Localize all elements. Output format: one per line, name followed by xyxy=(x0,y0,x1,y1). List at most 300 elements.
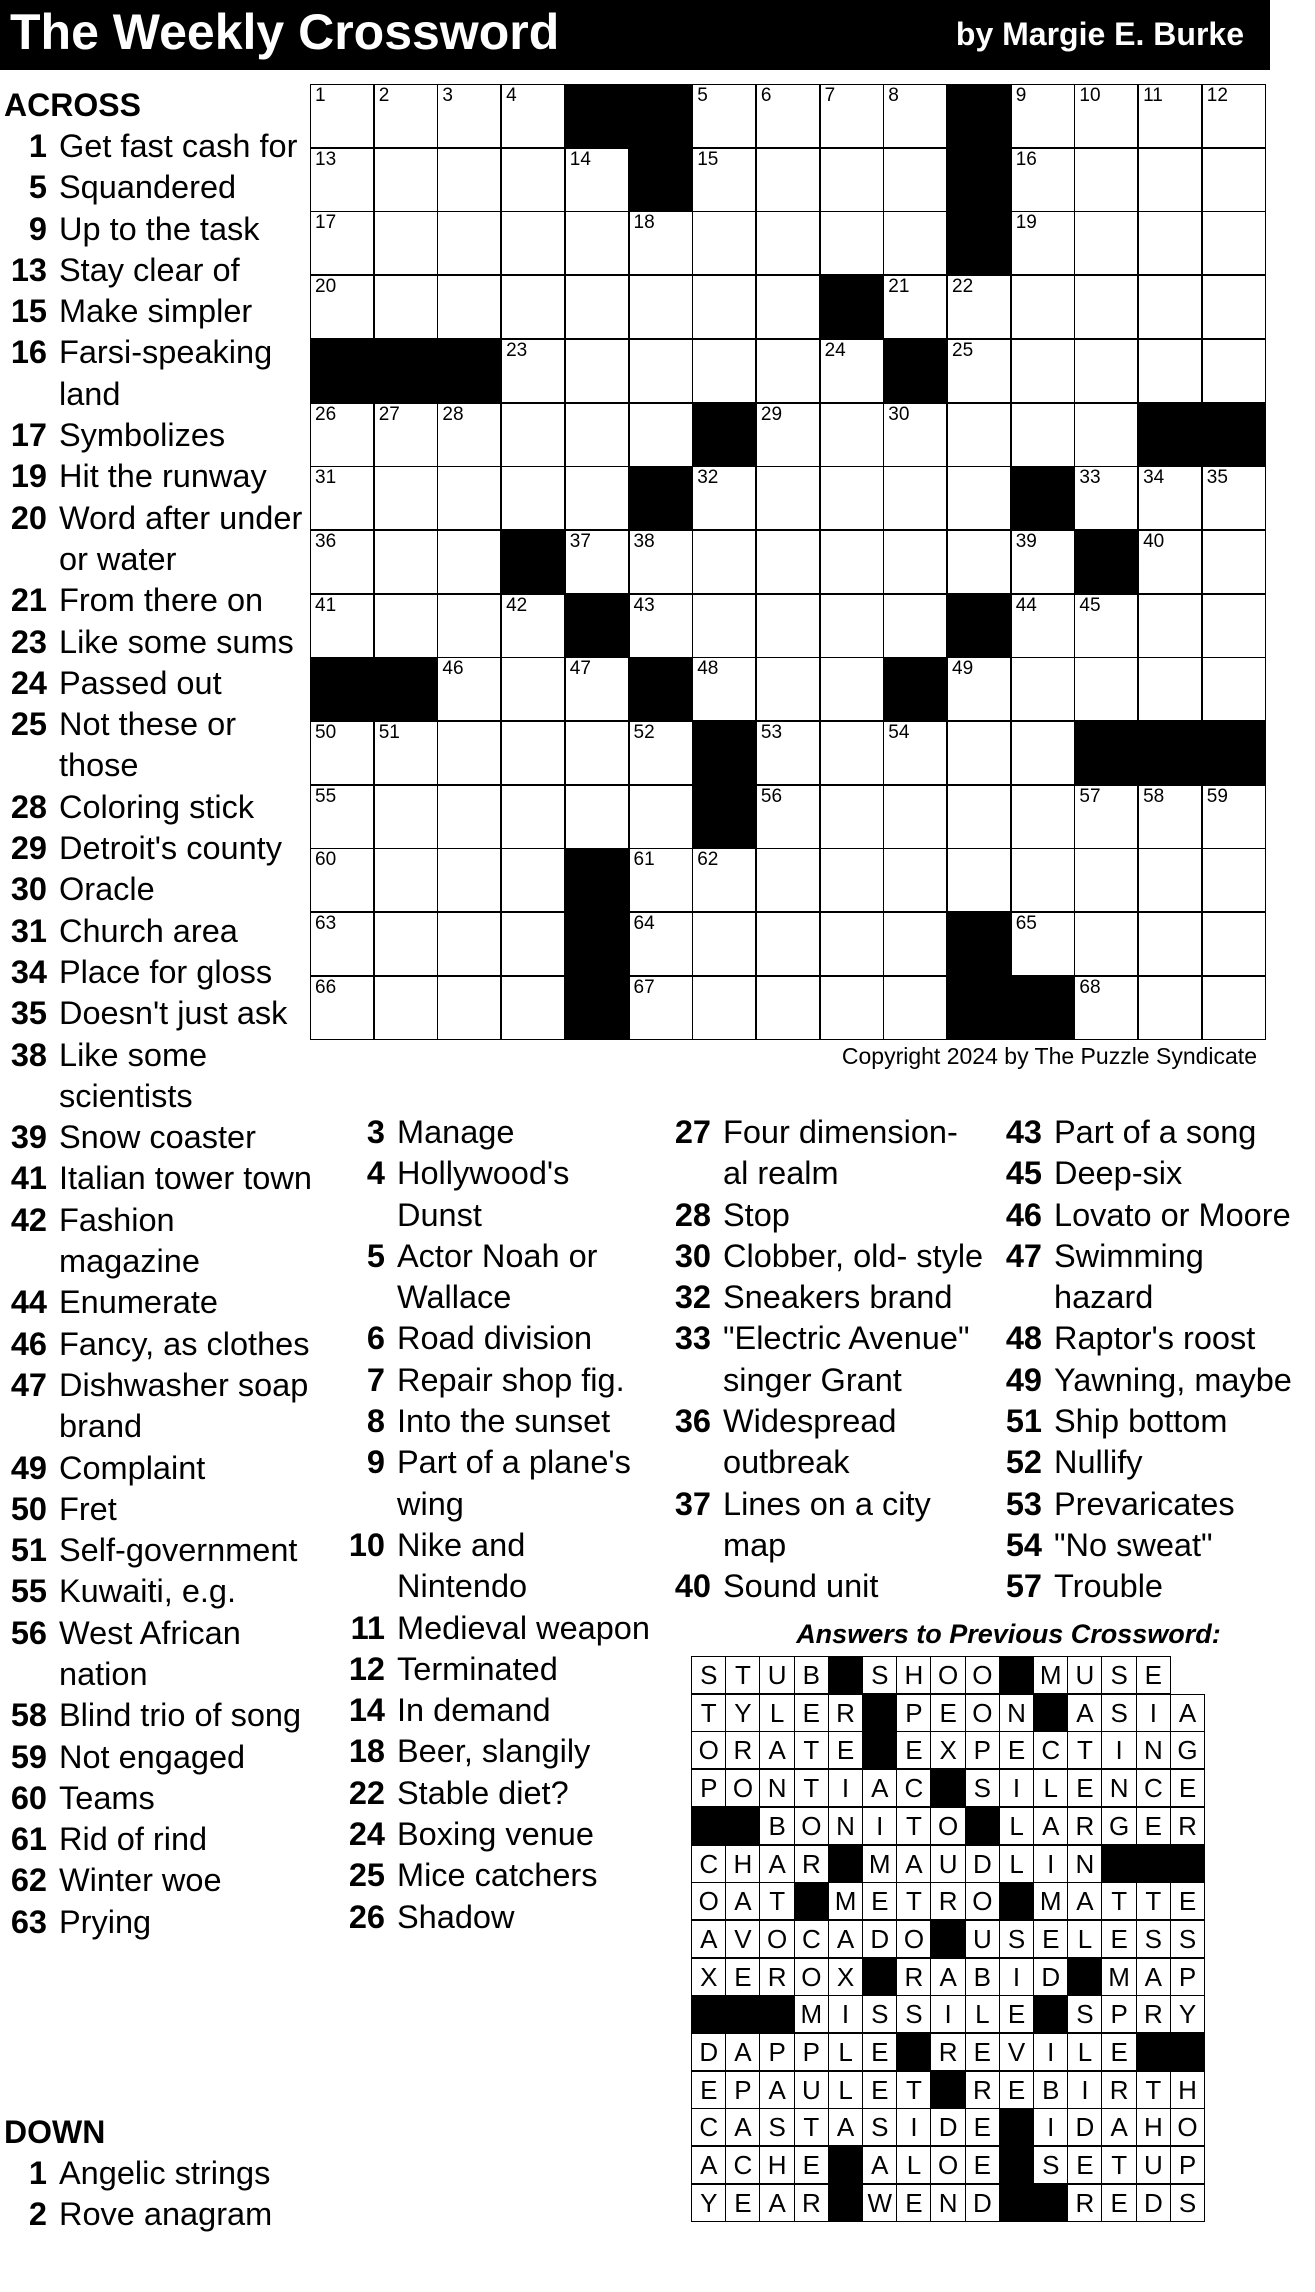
grid-cell xyxy=(1074,594,1138,658)
clue-text: Repair shop fig. xyxy=(397,1361,625,1398)
clue-across-30 xyxy=(4,869,314,910)
clue-across-56 xyxy=(4,1613,314,1696)
clue-number: 12 xyxy=(348,1650,385,1687)
clue-text: Like some sums xyxy=(59,623,294,660)
answer-cell: R xyxy=(759,1958,795,1996)
answer-cell: L xyxy=(759,1694,795,1732)
cell-number: 20 xyxy=(315,276,337,298)
clue-down-10 xyxy=(342,1525,662,1608)
cell-number: 50 xyxy=(315,722,337,743)
answer-cell-black xyxy=(828,2184,864,2222)
cell-number: 22 xyxy=(952,276,974,298)
clue-down-32 xyxy=(668,1277,988,1318)
clue-text: Make simpler xyxy=(59,293,253,330)
cell-number: 61 xyxy=(633,849,655,871)
grid-cell xyxy=(501,976,565,1040)
answer-cell: S xyxy=(862,2108,898,2146)
grid-cell xyxy=(310,912,374,976)
answer-cell: X xyxy=(691,1958,727,1996)
grid-cell-black xyxy=(1011,976,1075,1040)
cell-number: 28 xyxy=(442,403,464,425)
across-heading: ACROSS xyxy=(4,87,141,123)
grid-cell xyxy=(1074,785,1138,849)
cell-number: 32 xyxy=(697,467,719,489)
answer-cell: D xyxy=(965,1845,1001,1883)
clue-number: 43 xyxy=(1005,1114,1042,1150)
clue-number: 23 xyxy=(10,623,47,660)
clue-text: Winter woe xyxy=(59,1862,222,1899)
grid-cell xyxy=(820,339,884,403)
grid-cell xyxy=(501,721,565,785)
answer-cell: T xyxy=(896,1882,932,1920)
clue-number: 60 xyxy=(10,1779,47,1816)
cell-number: 58 xyxy=(1143,785,1165,807)
answer-cell: X xyxy=(930,1731,966,1769)
clue-text: Prevaricates xyxy=(1054,1485,1235,1522)
clue-number: 28 xyxy=(10,788,47,825)
grid-cell xyxy=(1074,211,1138,275)
cell-number: 36 xyxy=(315,530,337,552)
cell-number: 46 xyxy=(442,658,464,680)
clue-number: 47 xyxy=(1005,1237,1042,1274)
clue-number: 17 xyxy=(10,417,47,454)
clue-down-7 xyxy=(342,1360,662,1401)
grid-cell xyxy=(1202,976,1266,1040)
grid-cell xyxy=(1202,848,1266,912)
grid-cell xyxy=(1011,403,1075,467)
grid-cell xyxy=(883,976,947,1040)
grid-cell-black xyxy=(820,275,884,339)
down-clues-column-3 xyxy=(668,1112,988,1608)
answer-cell: U xyxy=(794,2071,830,2109)
clue-across-19 xyxy=(4,456,314,497)
answer-cell: E xyxy=(965,2146,1001,2184)
cell-number: 65 xyxy=(1015,913,1037,935)
grid-cell-black xyxy=(565,594,629,658)
grid-cell xyxy=(437,785,501,849)
answer-cell: E xyxy=(1067,2146,1103,2184)
grid-cell xyxy=(756,594,820,658)
answer-cell: S xyxy=(1101,1656,1137,1694)
answer-cell: O xyxy=(691,1882,727,1920)
clue-text: Stop xyxy=(723,1196,790,1233)
answer-cell: E xyxy=(862,1882,898,1920)
author-byline: by Margie E. Burke xyxy=(955,16,1244,52)
answer-cell-black xyxy=(1067,1958,1103,1996)
clue-text: Get fast cash for xyxy=(59,128,298,164)
grid-cell xyxy=(820,466,884,530)
grid-cell xyxy=(310,211,374,275)
clue-down-1 xyxy=(4,2153,314,2194)
clue-text: Passed out xyxy=(59,664,222,701)
grid-cell xyxy=(1138,211,1202,275)
clue-number: 3 xyxy=(366,1114,385,1150)
answer-cell: A xyxy=(725,2033,761,2071)
grid-cell xyxy=(501,466,565,530)
grid-cell xyxy=(629,530,693,594)
answer-cell: R xyxy=(725,1731,761,1769)
clue-number: 56 xyxy=(10,1614,47,1651)
down-clues-column-2 xyxy=(342,1112,662,1938)
answer-cell: D xyxy=(965,2184,1001,2222)
answer-cell: T xyxy=(725,1656,761,1694)
cell-number: 60 xyxy=(315,849,337,871)
grid-cell xyxy=(1011,148,1075,212)
answer-cell: A xyxy=(1101,2108,1137,2146)
answer-cell: P xyxy=(1170,2146,1206,2184)
grid-cell xyxy=(1202,657,1266,721)
answer-cell-black xyxy=(999,2184,1035,2222)
grid-cell xyxy=(692,339,756,403)
cell-number: 51 xyxy=(378,722,400,743)
answer-cell: A xyxy=(896,1845,932,1883)
grid-cell-black xyxy=(629,657,693,721)
clue-text: Fashion magazine xyxy=(59,1201,200,1280)
grid-cell xyxy=(692,848,756,912)
answer-cell: D xyxy=(930,2108,966,2146)
across-clues-column xyxy=(4,126,314,1943)
answer-cell: O xyxy=(965,1882,1001,1920)
answer-cell: A xyxy=(725,1882,761,1920)
cell-number: 43 xyxy=(633,594,655,616)
clue-across-63 xyxy=(4,1902,314,1943)
answer-cell: G xyxy=(1101,1807,1137,1845)
grid-cell xyxy=(820,594,884,658)
answer-cell: Y xyxy=(691,2184,727,2222)
grid-cell-black xyxy=(374,657,438,721)
answer-cell-black xyxy=(999,1656,1035,1694)
grid-cell-black xyxy=(883,657,947,721)
answer-cell: E xyxy=(1101,2184,1137,2222)
answer-cell-black xyxy=(862,1694,898,1732)
clue-number: 52 xyxy=(1005,1444,1042,1481)
clue-down-22 xyxy=(342,1773,662,1814)
answer-cell-black xyxy=(999,2146,1035,2184)
answer-cell: E xyxy=(999,1731,1035,1769)
cell-number: 25 xyxy=(952,339,974,361)
clue-number: 58 xyxy=(10,1697,47,1734)
grid-cell xyxy=(565,785,629,849)
answer-cell: A xyxy=(930,1958,966,1996)
grid-cell xyxy=(883,848,947,912)
clue-text: Nullify xyxy=(1054,1444,1143,1481)
clue-text: Beer, slangily xyxy=(397,1733,591,1770)
answer-cell: O xyxy=(930,1656,966,1694)
grid-cell xyxy=(883,785,947,849)
grid-cell-black xyxy=(501,530,565,594)
answer-cell: O xyxy=(930,2146,966,2184)
answer-cell-black xyxy=(930,1769,966,1807)
cell-number: 12 xyxy=(1206,85,1228,106)
answer-cell: R xyxy=(1136,1995,1172,2033)
grid-cell xyxy=(374,84,438,148)
clue-text: Up to the task xyxy=(59,210,260,247)
cell-number: 68 xyxy=(1079,976,1101,998)
grid-cell xyxy=(883,84,947,148)
answer-cell-black xyxy=(1033,1694,1069,1732)
grid-cell xyxy=(820,657,884,721)
grid-cell-black xyxy=(374,339,438,403)
puzzle-title: The Weekly Crossword xyxy=(10,4,560,60)
answer-cell: M xyxy=(862,1845,898,1883)
cell-number: 62 xyxy=(697,849,719,871)
grid-cell xyxy=(629,211,693,275)
answer-cell: O xyxy=(930,1807,966,1845)
answer-cell-black xyxy=(999,2108,1035,2146)
clue-number: 2 xyxy=(28,2196,47,2233)
grid-cell xyxy=(1138,976,1202,1040)
answer-cell: A xyxy=(759,2184,795,2222)
grid-cell-black xyxy=(1138,403,1202,467)
clue-text: Prying xyxy=(59,1903,152,1940)
answer-cell: S xyxy=(965,1769,1001,1807)
answer-cell: E xyxy=(999,1995,1035,2033)
grid-cell xyxy=(501,785,565,849)
grid-cell xyxy=(883,721,947,785)
clue-text: Snow coaster xyxy=(59,1119,256,1156)
clue-text: Widespread outbreak xyxy=(723,1403,897,1481)
clue-number: 34 xyxy=(10,953,47,990)
grid-cell-black xyxy=(565,84,629,148)
grid-cell-black xyxy=(947,594,1011,658)
clue-text: Enumerate xyxy=(59,1284,218,1321)
grid-cell xyxy=(820,530,884,594)
grid-cell xyxy=(820,84,884,148)
clue-down-25 xyxy=(342,1855,662,1896)
grid-cell xyxy=(756,912,820,976)
clue-text: Dishwasher soap brand xyxy=(59,1366,309,1445)
clue-down-11 xyxy=(342,1608,662,1649)
answer-cell: T xyxy=(1067,1731,1103,1769)
answer-cell: T xyxy=(896,2071,932,2109)
cell-number: 35 xyxy=(1206,467,1228,489)
clue-down-51 xyxy=(999,1401,1309,1442)
clue-across-25 xyxy=(4,704,314,787)
clue-text: In demand xyxy=(397,1692,551,1729)
clue-across-23 xyxy=(4,622,314,663)
answer-cell: N xyxy=(828,1807,864,1845)
clue-down-14 xyxy=(342,1690,662,1731)
grid-cell xyxy=(1202,912,1266,976)
answer-cell: A xyxy=(1067,1694,1103,1732)
grid-cell-black xyxy=(692,403,756,467)
answer-cell: C xyxy=(794,1920,830,1958)
answer-cell: R xyxy=(930,2033,966,2071)
grid-cell xyxy=(883,912,947,976)
grid-cell xyxy=(1011,530,1075,594)
grid-cell xyxy=(437,466,501,530)
grid-cell xyxy=(1202,466,1266,530)
clue-down-26 xyxy=(342,1897,662,1938)
answer-cell: S xyxy=(1067,1995,1103,2033)
grid-cell xyxy=(374,785,438,849)
grid-cell-black xyxy=(947,148,1011,212)
clue-text: Blind trio of song xyxy=(59,1697,302,1734)
answer-cell: R xyxy=(1067,2184,1103,2222)
grid-cell xyxy=(437,403,501,467)
grid-cell-black xyxy=(1202,721,1266,785)
clue-number: 9 xyxy=(28,210,47,247)
clue-text: Like some scientists xyxy=(59,1036,208,1114)
grid-cell xyxy=(437,657,501,721)
clue-text: Swimming hazard xyxy=(1054,1237,1204,1316)
grid-cell xyxy=(947,721,1011,785)
clue-number: 36 xyxy=(674,1403,711,1440)
grid-cell xyxy=(565,211,629,275)
clue-text: Angelic strings xyxy=(59,2155,271,2191)
cell-number: 15 xyxy=(697,148,719,170)
clue-number: 16 xyxy=(10,334,47,371)
grid-cell xyxy=(1011,721,1075,785)
answer-cell-black xyxy=(930,1920,966,1958)
clue-text: Trouble xyxy=(1054,1568,1163,1605)
cell-number: 49 xyxy=(952,658,974,680)
clue-number: 32 xyxy=(674,1279,711,1316)
grid-cell xyxy=(947,530,1011,594)
answer-cell: O xyxy=(965,1694,1001,1732)
grid-cell xyxy=(565,530,629,594)
answer-cell-black xyxy=(691,1807,727,1845)
cell-number: 11 xyxy=(1143,85,1163,106)
answer-cell: T xyxy=(794,1731,830,1769)
grid-cell xyxy=(756,466,820,530)
grid-cell xyxy=(947,339,1011,403)
answer-cell: W xyxy=(862,2184,898,2222)
clue-number: 46 xyxy=(1005,1196,1042,1233)
cell-number: 6 xyxy=(760,85,772,106)
clue-across-42 xyxy=(4,1200,314,1283)
copyright-notice: Copyright 2024 by The Puzzle Syndicate xyxy=(841,1043,1257,1069)
answer-cell-black xyxy=(1101,1845,1137,1883)
answer-cell: H xyxy=(1170,2071,1206,2109)
answer-cell: D xyxy=(1136,2184,1172,2222)
cell-number: 66 xyxy=(315,976,337,998)
answer-cell: I xyxy=(999,1958,1035,1996)
grid-cell-black xyxy=(692,785,756,849)
grid-cell xyxy=(820,785,884,849)
clue-number: 39 xyxy=(10,1119,47,1156)
grid-cell xyxy=(310,721,374,785)
clue-across-58 xyxy=(4,1695,314,1736)
cell-number: 54 xyxy=(888,722,910,743)
clue-across-13 xyxy=(4,250,314,291)
clue-across-34 xyxy=(4,952,314,993)
grid-cell xyxy=(501,912,565,976)
grid-cell xyxy=(820,912,884,976)
grid-cell xyxy=(1138,912,1202,976)
answer-cell: S xyxy=(1033,2146,1069,2184)
clue-number: 63 xyxy=(10,1903,47,1940)
grid-cell xyxy=(692,466,756,530)
answer-cell: O xyxy=(794,1807,830,1845)
clue-down-54 xyxy=(999,1525,1309,1566)
clue-text: Manage xyxy=(397,1114,515,1150)
grid-cell-black xyxy=(1011,466,1075,530)
answer-cell: C xyxy=(691,1845,727,1883)
grid-cell xyxy=(310,84,374,148)
cell-number: 42 xyxy=(506,594,528,616)
answer-cell-black xyxy=(691,1995,727,2033)
grid-cell xyxy=(692,211,756,275)
clue-text: Road division xyxy=(397,1320,593,1357)
clue-number: 26 xyxy=(348,1898,385,1935)
grid-cell xyxy=(501,594,565,658)
grid-cell xyxy=(629,785,693,849)
clue-text: Fret xyxy=(59,1490,117,1527)
cell-number: 3 xyxy=(442,85,453,106)
grid-cell xyxy=(1202,148,1266,212)
grid-cell xyxy=(1011,785,1075,849)
clue-number: 9 xyxy=(366,1444,385,1481)
clue-down-45 xyxy=(999,1153,1309,1194)
grid-cell xyxy=(501,84,565,148)
answer-cell: I xyxy=(1101,1731,1137,1769)
clue-down-48 xyxy=(999,1318,1309,1359)
grid-cell xyxy=(1138,339,1202,403)
clue-across-44 xyxy=(4,1282,314,1323)
clue-number: 49 xyxy=(1005,1361,1042,1398)
answer-cell: B xyxy=(794,1656,830,1694)
answer-cell-black xyxy=(862,1958,898,1996)
clue-text: Place for gloss xyxy=(59,953,273,990)
answer-cell: A xyxy=(828,1920,864,1958)
answer-cell: P xyxy=(794,2033,830,2071)
answer-cell: M xyxy=(1033,1656,1069,1694)
clue-text: Hit the runway xyxy=(59,458,267,495)
grid-cell xyxy=(629,721,693,785)
grid-cell xyxy=(1074,403,1138,467)
cell-number: 44 xyxy=(1015,594,1037,616)
grid-cell xyxy=(756,721,820,785)
grid-cell xyxy=(1011,594,1075,658)
grid-cell xyxy=(756,148,820,212)
header xyxy=(0,0,1270,70)
grid-cell xyxy=(437,530,501,594)
answer-cell: R xyxy=(794,2184,830,2222)
grid-cell xyxy=(883,530,947,594)
clue-number: 25 xyxy=(10,706,47,743)
grid-cell-black xyxy=(1074,721,1138,785)
answer-cell: N xyxy=(1136,1731,1172,1769)
cell-number: 23 xyxy=(506,339,528,361)
clue-number: 8 xyxy=(366,1403,385,1440)
answer-cell: R xyxy=(896,1958,932,1996)
answer-cell: A xyxy=(691,2146,727,2184)
clue-across-46 xyxy=(4,1324,314,1365)
answer-cell: P xyxy=(965,1731,1001,1769)
clue-text: Detroit's county xyxy=(59,830,282,867)
grid-cell xyxy=(1202,211,1266,275)
grid-cell xyxy=(629,275,693,339)
answer-cell: E xyxy=(691,2071,727,2109)
answer-cell: U xyxy=(1136,2146,1172,2184)
grid-cell xyxy=(947,466,1011,530)
cell-number: 2 xyxy=(378,85,390,106)
answer-cell: E xyxy=(965,2108,1001,2146)
grid-cell xyxy=(1138,530,1202,594)
clue-text: Oracle xyxy=(59,871,155,908)
answer-cell: A xyxy=(759,2071,795,2109)
answer-cell: N xyxy=(1067,1845,1103,1883)
clue-across-24 xyxy=(4,663,314,704)
grid-cell xyxy=(437,848,501,912)
answer-cell: T xyxy=(1136,1882,1172,1920)
answer-cell: R xyxy=(1170,1807,1206,1845)
answer-cell: R xyxy=(965,2071,1001,2109)
answer-cell-black xyxy=(759,1995,795,2033)
answer-cell: O xyxy=(725,1769,761,1807)
cell-number: 56 xyxy=(760,785,783,807)
